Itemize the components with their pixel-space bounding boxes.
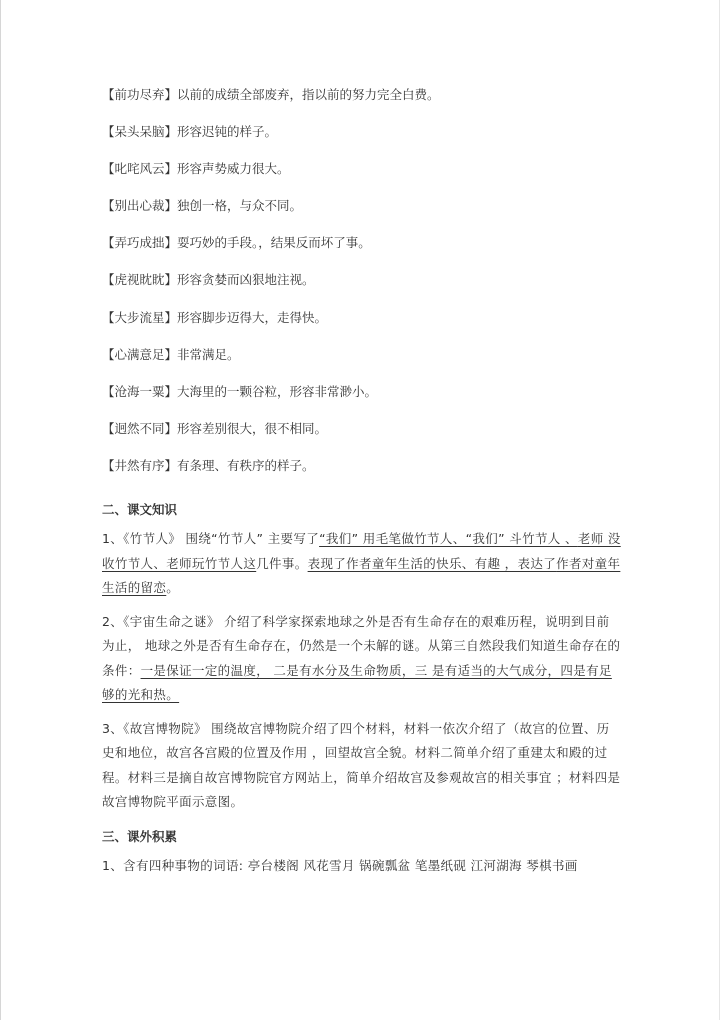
underlined-text: “我们” 用毛笔做竹节人、“我们” 斗竹节人 、: [319, 531, 578, 547]
idiom-list: [102, 80, 622, 488]
idiom-entry: [102, 377, 622, 414]
underlined-text: 老师 没收竹节人、老师玩竹节人这: [102, 531, 621, 571]
idiom-entry: [102, 451, 622, 488]
idiom-term: 【井然有序】: [102, 457, 178, 473]
idiom-term: 【别出心裁】: [102, 198, 178, 214]
underlined-text: 四是有足够的光和热。: [102, 662, 612, 703]
idiom-term: 【沧海一粟】: [102, 383, 178, 399]
idiom-definition: 独创一格，与众不同。: [177, 198, 303, 214]
idiom-entry: [102, 303, 622, 340]
idiom-definition: 有条理、有秩序的样子。: [177, 457, 315, 473]
document-content: [102, 80, 622, 878]
idiom-term: 【心满意足】: [102, 346, 178, 362]
idiom-term: 【叱咤风云】: [102, 161, 178, 177]
idiom-definition: 非常满足。: [177, 346, 240, 362]
idiom-term: 【呆头呆脑】: [102, 124, 178, 140]
idiom-entry: [102, 80, 622, 117]
paragraph-palace-museum: 3、《故宫博物院》 围绕故宫博物院介绍了四个材料，材料一依次介绍了（故宫的位置、历史和地位，故宫各宫殿的位置及作用 ，回望故宫全貌。材料二简单介绍了重建太和殿的过程。材料三是摘自故宫博物院官方网站上，简单介绍故宫及参观故宫的相关事宜 ；材料四是故宫博物院平面示意图。: [102, 720, 621, 810]
section-heading-extracurricular: 三、课外积累: [102, 828, 178, 844]
paragraph-four-things-words: 1、含有四种事物的词语: 亭台楼阁 风花雪月 锅碗瓢盆 笔墨纸砚 江河湖海 琴棋书画: [102, 857, 578, 873]
text: 几件事。: [256, 555, 308, 571]
idiom-definition: 形容差别很大，很不相同。: [177, 420, 328, 436]
text: 1、《竹节人》 围绕“竹节人” 主要写了: [102, 531, 320, 547]
idiom-definition: 以前的成绩全部废弃，指以前的努力完全白费。: [177, 87, 440, 102]
section-heading-lesson-knowledge: 二、课文知识: [102, 502, 178, 518]
idiom-term: 【大步流星】: [102, 309, 178, 325]
idiom-entry: [102, 191, 622, 228]
underlined-text: 作者对童年生活的留恋: [102, 555, 621, 596]
text: 。: [166, 580, 180, 596]
idiom-entry: [102, 414, 622, 451]
idiom-definition: 形容声势威力很大。: [177, 161, 290, 177]
idiom-term: 【前功尽弃】: [102, 87, 178, 102]
idiom-definition: 形容贪婪而凶狠地注视。: [177, 272, 315, 288]
underlined-text: 表现了作者童年生活的快乐、有趣 ，表达了: [307, 555, 557, 571]
page-edge-left: [0, 0, 1, 1020]
paragraph-bamboo-figure: [102, 527, 622, 601]
text: 2、《宇宙生命之谜》 介绍了科学家探索地球之外是否有生命存在的艰难历程，说明到目前为止， 地球之外是否有生命存在，仍然是一个未解的谜。从第三自然段我们知道生命存在的条件：: [102, 613, 621, 678]
idiom-entry: [102, 228, 622, 265]
idiom-term: 【虎视眈眈】: [102, 272, 178, 288]
idiom-term: 【弄巧成拙】: [102, 235, 178, 251]
idiom-definition: 形容迟钝的样子。: [177, 124, 278, 140]
idiom-entry: [102, 265, 622, 302]
paragraph-universe-life: [102, 610, 622, 708]
idiom-entry: [102, 117, 622, 154]
idiom-entry: [102, 340, 622, 377]
idiom-definition: 大海里的一颗谷粒，形容非常渺小。: [177, 383, 378, 399]
idiom-entry: [102, 154, 622, 191]
idiom-term: 【迥然不同】: [102, 420, 178, 436]
idiom-definition: 耍巧妙的手段。，结果反而坏了事。: [177, 235, 371, 251]
idiom-definition: 形容脚步迈得大，走得快。: [177, 309, 328, 325]
underlined-text: 一是保证一定的温度， 二是有水分及生命物质，三 是有适当的大气成分，: [140, 662, 561, 678]
